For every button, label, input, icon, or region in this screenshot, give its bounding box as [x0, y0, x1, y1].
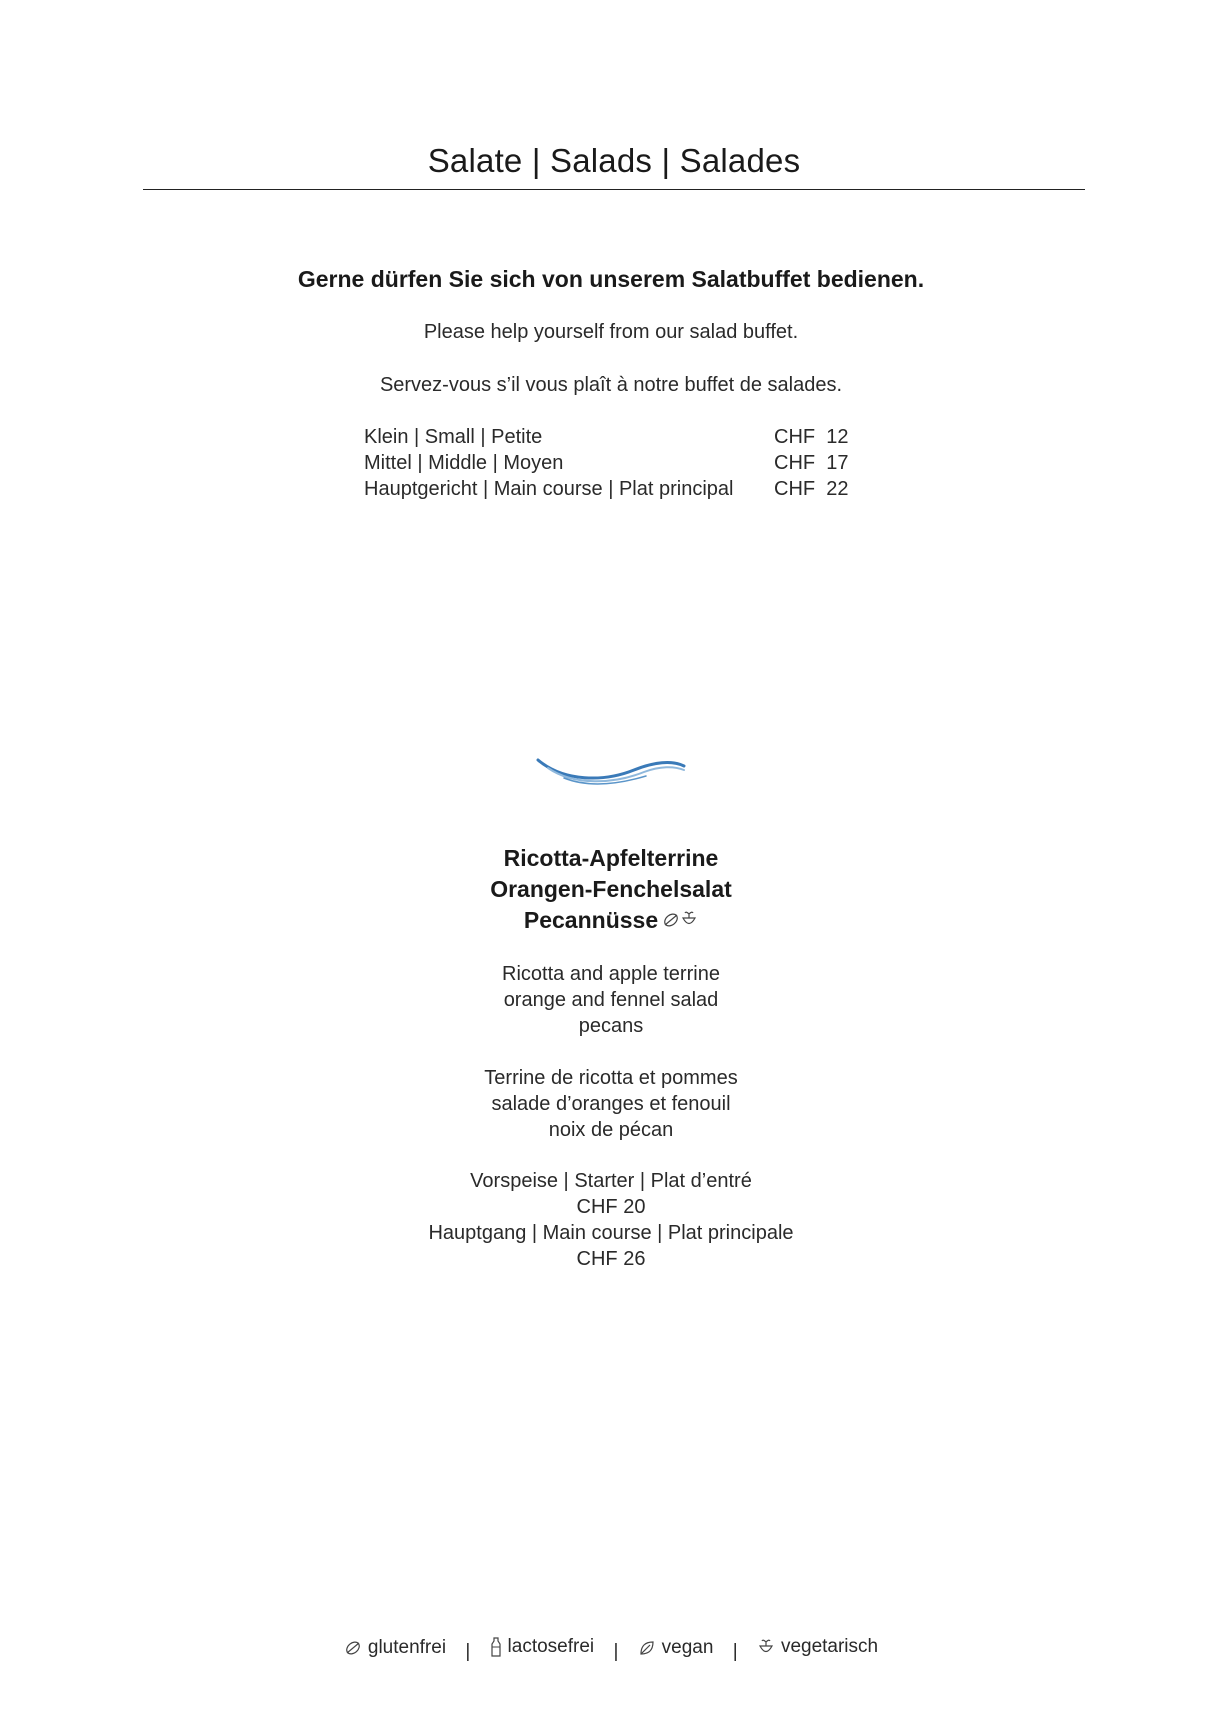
dish-prices [0, 1168, 1222, 1272]
page-title: Salate | Salads | Salades [427, 142, 801, 179]
legend-item-glutenfree [344, 1637, 446, 1659]
legend-separator: | [465, 1641, 471, 1662]
size-price: CHF 17 [774, 452, 849, 474]
dish-line: noix de pécan [548, 1119, 674, 1141]
starter-label: Vorspeise | Starter | Plat d’entré [470, 1170, 752, 1192]
glutenfree-icon [344, 1639, 362, 1657]
dish-title [0, 843, 1222, 937]
main-course-price: CHF 26 [576, 1248, 646, 1270]
dish-title-line: Ricotta-Apfelterrine [503, 845, 719, 871]
starter-price: CHF 20 [576, 1196, 646, 1218]
dish-title-text: Pecannüsse [523, 907, 659, 933]
dish-line: Ricotta and apple terrine [502, 963, 720, 985]
size-label: Hauptgericht | Main course | Plat principal [364, 478, 734, 500]
dish-diet-icons [662, 906, 698, 937]
dish-description-english [0, 961, 1222, 1039]
dish-title-line-3 [0, 905, 1222, 937]
title-divider [143, 189, 1085, 190]
buffet-intro-german: Gerne dürfen Sie sich von unserem Salatbuffet bedienen. [297, 266, 925, 292]
legend-label: vegetarisch [780, 1636, 879, 1657]
price-row-small [364, 424, 848, 450]
glutenfree-icon [662, 911, 680, 929]
buffet-price-table [364, 424, 848, 502]
size-price: CHF 12 [774, 426, 849, 448]
legend-separator: | [732, 1641, 738, 1662]
vegetarian-icon [757, 1637, 775, 1657]
legend-separator: | [613, 1641, 619, 1662]
price-row-middle [364, 450, 848, 476]
dish-line: orange and fennel salad [503, 989, 719, 1011]
buffet-intro-french: Servez-vous s’il vous plaît à notre buffet de salades. [379, 374, 843, 396]
legend-item-lactosefree [490, 1636, 595, 1658]
wave-ornament-icon [534, 752, 688, 794]
legend-item-vegetarian [757, 1636, 878, 1658]
main-course-label: Hauptgang | Main course | Plat principale [428, 1222, 794, 1244]
size-label: Mittel | Middle | Moyen [364, 452, 564, 474]
legend-item-vegan [638, 1637, 714, 1659]
dish-line: Terrine de ricotta et pommes [484, 1067, 738, 1089]
buffet-intro-english: Please help yourself from our salad buffet. [423, 321, 799, 343]
legend-label: glutenfrei [367, 1637, 447, 1658]
diet-legend [0, 1636, 1222, 1663]
vegan-icon [638, 1639, 656, 1657]
legend-label: vegan [661, 1637, 714, 1658]
dish-line: salade d’oranges et fenouil [491, 1093, 731, 1115]
price-row-main [364, 476, 848, 502]
dish-title-line: Orangen-Fenchelsalat [490, 876, 732, 902]
size-label: Klein | Small | Petite [364, 426, 543, 448]
vegetarian-icon [680, 909, 698, 929]
lactosefree-icon [490, 1637, 502, 1657]
size-price: CHF 22 [774, 478, 849, 500]
dish-description-french [0, 1065, 1222, 1143]
legend-label: lactosefrei [507, 1636, 595, 1657]
dish-line: pecans [578, 1015, 644, 1037]
